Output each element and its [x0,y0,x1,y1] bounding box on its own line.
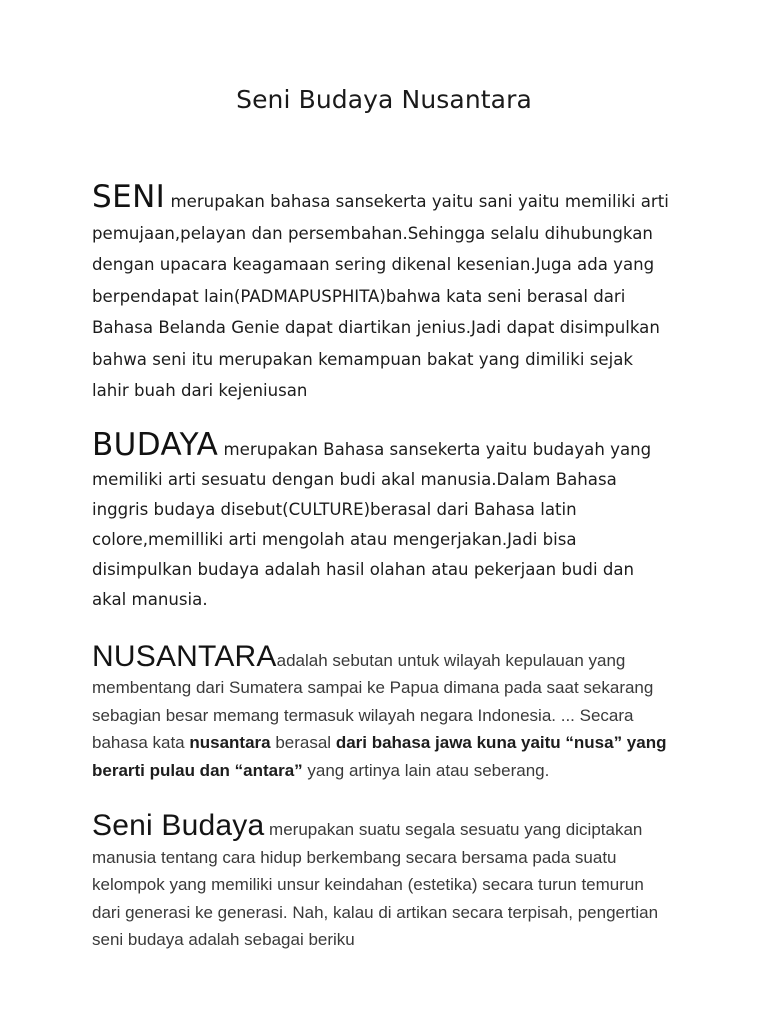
section-nusantara-emphasis-etymology: dari bahasa jawa kuna yaitu “nusa” yang berarti pulau dan “antara” [92,733,667,780]
page-title: Seni Budaya Nusantara [236,85,532,114]
section-budaya [92,426,672,615]
section-nusantara [92,639,672,785]
section-nusantara-emphasis-nusantara: nusantara [189,733,271,752]
document-body [92,179,672,971]
section-seni-text: merupakan bahasa sansekerta yaitu sani yaitu memiliki arti pemujaan,pelayan dan persembahan.Sehingga selalu dihubungkan dengan upacara keagamaan sering dikenal kesenian.Juga ada yang berpendapat lain(PADMAPUSPHITA)bahwa kata seni berasal dari Bahasa Belanda Genie dapat diartikan jenius.Jadi dapat disimpulkan bahwa seni itu merupakan kemampuan bakat yang dimiliki sejak lahir buah dari kejeniusan [92,192,669,400]
section-seni [92,179,672,407]
section-nusantara-text-part-1: adalah sebutan untuk wilayah kepulauan yang membentang dari Sumatera sampai ke Papua dimana pada saat sekarang sebagian besar memang termasuk wilayah negara Indonesia. ... Secara bahasa kata [92,650,654,752]
section-nusantara-text-part-3: yang artinya lain atau seberang. [302,760,550,780]
section-seni-headword: SENI [92,179,166,215]
section-seni-budaya [92,811,672,954]
section-nusantara-text-part-2: berasal [270,733,336,752]
section-seni-budaya-headword: Seni Budaya [92,809,265,842]
section-budaya-text: merupakan Bahasa sansekerta yaitu budayah yang memiliki arti sesuatu dengan budi akal manusia.Dalam Bahasa inggris budaya disebut(CULTURE)berasal dari Bahasa latin colore,memilliki arti mengolah atau mengerjakan.Jadi bisa disimpulkan budaya adalah hasil olahan atau pekerjaan budi dan akal manusia. [92,439,652,609]
section-seni-budaya-text: merupakan suatu segala sesuatu yang diciptakan manusia tentang cara hidup berkembang secara bersama pada suatu kelompok yang memiliki unsur keindahan (estetika) secara turun temurun dari generasi ke generasi. Nah, kalau di artikan secara terpisah, pengertian seni budaya adalah sebagai beriku [92,820,659,949]
section-budaya-headword: BUDAYA [92,426,219,463]
section-nusantara-headword: NUSANTARA [92,639,277,673]
